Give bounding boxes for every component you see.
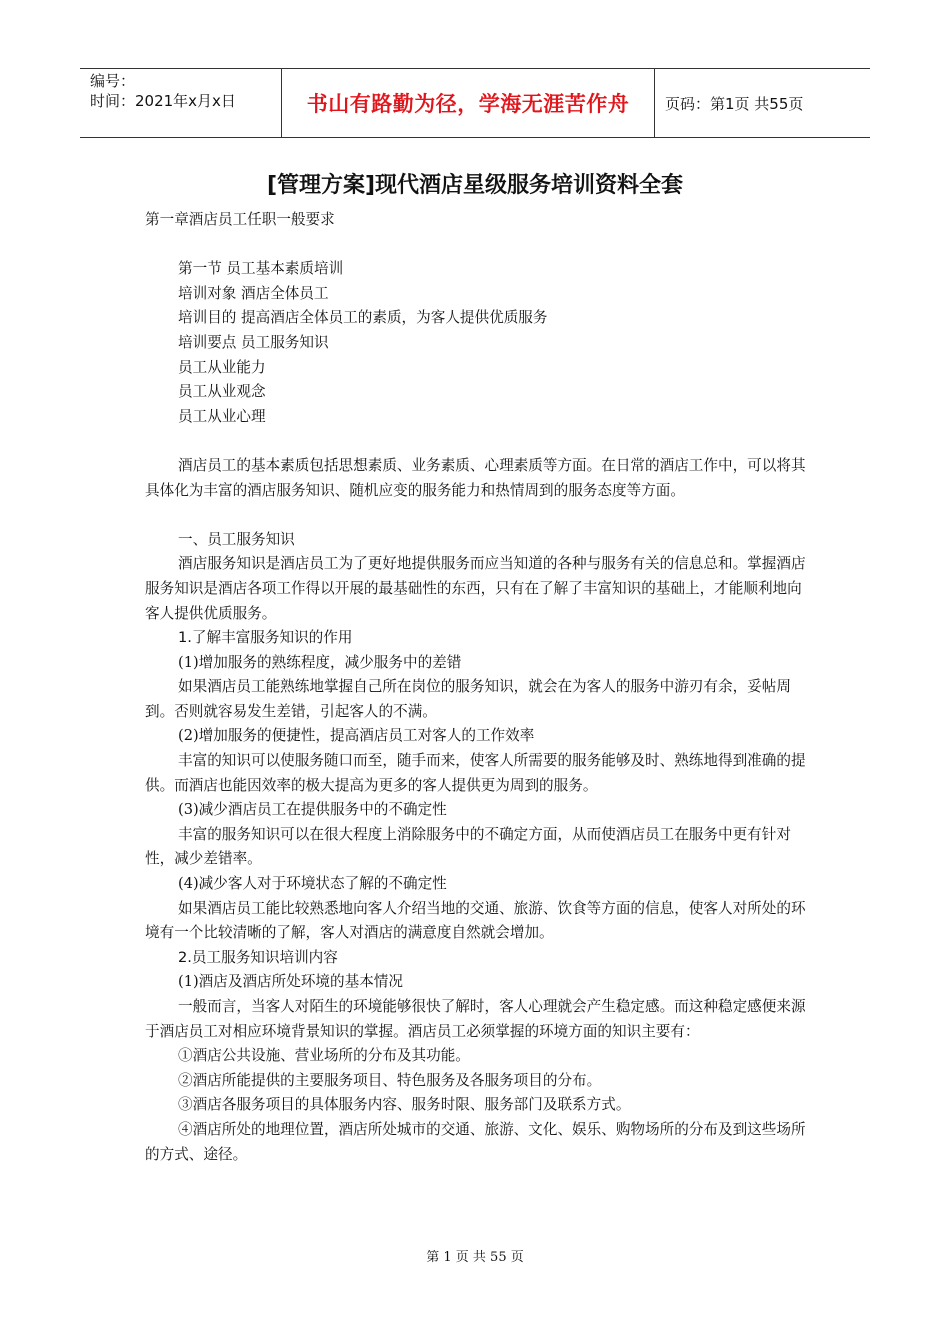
document-title: [管理方案]现代酒店星级服务培训资料全套 bbox=[266, 173, 684, 198]
document-number: 编号： bbox=[90, 72, 136, 90]
header-page-info: 页码：第1页 共55页 bbox=[665, 94, 804, 113]
paragraph: 丰富的服务知识可以在很大程度上消除服务中的不确定方面，从而使酒店员工在服务中更有针对性，减少差错率。 bbox=[145, 825, 791, 868]
header-meta bbox=[80, 69, 282, 137]
section-line: 员工从业能力 bbox=[178, 358, 266, 376]
item-heading: (4)减少客人对于环境状态了解的不确定性 bbox=[178, 875, 447, 893]
section-line: 培训对象 酒店全体员工 bbox=[178, 284, 329, 302]
paragraph: 如果酒店员工能比较熟悉地向客人介绍当地的交通、旅游、饮食等方面的信息，使客人对所处的环境有一个比较清晰的了解，客人对酒店的满意度自然就会增加。 bbox=[145, 899, 806, 942]
header-motto: 书山有路勤为径，学海无涯苦作舟 bbox=[282, 69, 655, 137]
paragraph: 如果酒店员工能熟练地掌握自己所在岗位的服务知识，就会在为客人的服务中游刃有余，妥帖周到。否则就容易发生差错，引起客人的不满。 bbox=[145, 678, 791, 720]
section-line: 培训目的 提高酒店全体员工的素质，为客人提供优质服务 bbox=[178, 309, 548, 327]
header-table bbox=[80, 68, 870, 138]
list-item: ②酒店所能提供的主要服务项目、特色服务及各服务项目的分布。 bbox=[178, 1071, 602, 1089]
item-heading: (1)酒店及酒店所处环境的基本情况 bbox=[178, 973, 403, 991]
document-body bbox=[145, 208, 810, 1167]
section-line: 员工从业心理 bbox=[178, 407, 266, 425]
subsection-heading: 1.了解丰富服务知识的作用 bbox=[178, 629, 353, 647]
paragraph: 酒店服务知识是酒店员工为了更好地提供服务而应当知道的各种与服务有关的信息总和。掌握酒店服务知识是酒店各项工作得以开展的最基础性的东西，只有在了解了丰富知识的基础上，才能顺利地向客人提供优质服务。 bbox=[145, 555, 806, 622]
item-heading: (3)减少酒店员工在提供服务中的不确定性 bbox=[178, 801, 447, 819]
chapter-heading: 第一章酒店员工任职一般要求 bbox=[145, 211, 335, 228]
item-heading: (2)增加服务的便捷性，提高酒店员工对客人的工作效率 bbox=[178, 727, 535, 745]
part-heading: 一、员工服务知识 bbox=[178, 530, 295, 548]
list-item: ①酒店公共设施、营业场所的分布及其功能。 bbox=[178, 1047, 470, 1065]
section-line: 培训要点 员工服务知识 bbox=[178, 333, 329, 351]
item-heading: (1)增加服务的熟练程度，减少服务中的差错 bbox=[178, 653, 462, 671]
list-item: ③酒店各服务项目的具体服务内容、服务时限、服务部门及联系方式。 bbox=[178, 1096, 631, 1114]
intro-paragraph: 酒店员工的基本素质包括思想素质、业务素质、心理素质等方面。在日常的酒店工作中，可以将其具体化为丰富的酒店服务知识、随机应变的服务能力和热情周到的服务态度等方面。 bbox=[145, 456, 806, 499]
section-line: 第一节 员工基本素质培训 bbox=[178, 260, 344, 278]
page-footer: 第 1 页 共 55 页 bbox=[426, 1250, 524, 1265]
subsection-heading: 2.员工服务知识培训内容 bbox=[178, 948, 338, 966]
paragraph: 一般而言，当客人对陌生的环境能够很快了解时，客人心理就会产生稳定感。而这种稳定感便来源于酒店员工对相应环境背景知识的掌握。酒店员工必须掌握的环境方面的知识主要有： bbox=[145, 998, 806, 1040]
document-date: 时间：2021年x月x日 bbox=[90, 92, 236, 110]
paragraph: 丰富的知识可以使服务随口而至，随手而来，使客人所需要的服务能够及时、熟练地得到准确的提供。而酒店也能因效率的极大提高为更多的客人提供更为周到的服务。 bbox=[145, 752, 806, 794]
section-line: 员工从业观念 bbox=[178, 383, 266, 401]
list-item: ④酒店所处的地理位置，酒店所处城市的交通、旅游、文化、娱乐、购物场所的分布及到这些场所的方式、途径。 bbox=[145, 1120, 806, 1163]
